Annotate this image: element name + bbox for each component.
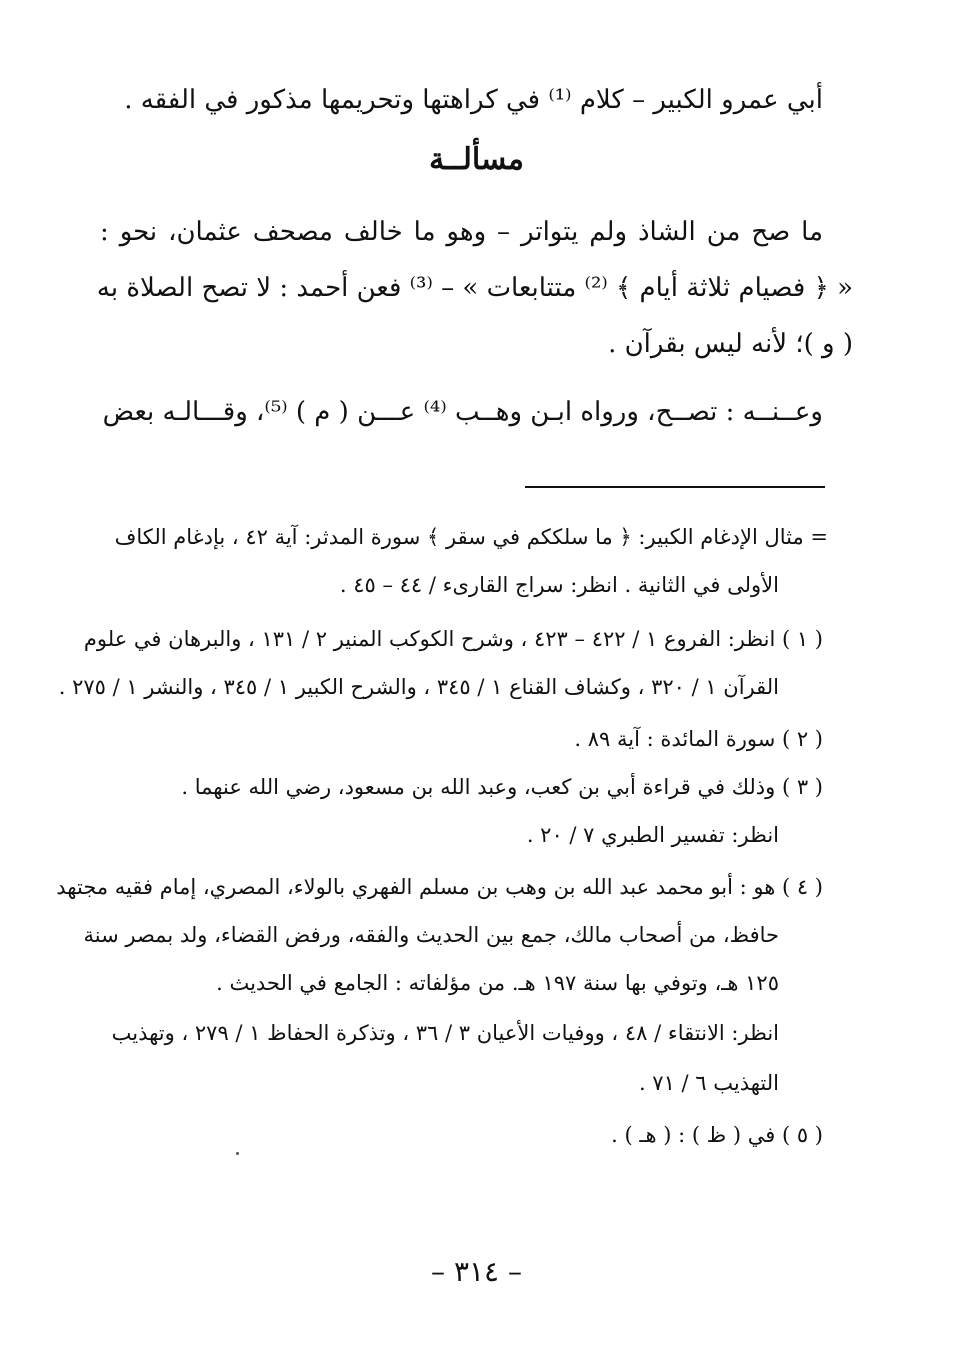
section-heading: مسألــة	[429, 142, 524, 177]
footnote-5-line1: ( ٥ ) في ( ظ ) : ( هـ ) .	[611, 1123, 823, 1147]
footnote-1-line2: القرآن ١ / ٣٢٠ ، وكشاف القناع ١ / ٣٤٥ ، والشرح الكبير ١ / ٣٤٥ ، والنشر ١ / ٢٧٥ .	[58, 675, 779, 699]
scan-speck	[236, 1152, 239, 1155]
paragraph1-line2: « ﴿ فصيام ثلاثة أيام ﴾ ⁽²⁾ متتابعات » – ⁽³⁾ فعن أحمد : لا تصح الصلاة به	[96, 273, 853, 303]
paragraph1-line3: ( و )؛ لأنه ليس بقرآن .	[608, 329, 853, 359]
footnote-4-line5: التهذيب ٦ / ٧١ .	[638, 1071, 779, 1095]
paragraph1-line1: ما صح من الشاذ ولم يتواتر – وهو ما خالف مصحف عثمان، نحو :	[100, 217, 823, 247]
paragraph2-line1: وعــنــه : تصــح، ورواه ابـن وهــب ⁽⁴⁾ عـــن ( م ) ⁽⁵⁾، وقـــالـه بعض	[102, 397, 823, 427]
footnote-3-line2: انظر: تفسير الطبري ٧ / ٢٠ .	[526, 823, 779, 847]
footnote-4-line4: انظر: الانتقاء / ٤٨ ، ووفيات الأعيان ٣ / ٣٦ ، وتذكرة الحفاظ ١ / ٢٧٩ ، وتهذيب	[111, 1021, 779, 1045]
page-number: – ٣١٤ –	[431, 1255, 522, 1288]
footnote-4-line1: ( ٤ ) هو : أبو محمد عبد الله بن وهب بن مسلم الفهري بالولاء، المصري، إمام فقيه مجتهد	[56, 875, 823, 899]
footnote-2-line1: ( ٢ ) سورة المائدة : آية ٨٩ .	[574, 727, 823, 751]
footnote-continuation-line1: = مثال الإدغام الكبير: ﴿ ما سلككم في سقر ﴾ سورة المدثر: آية ٤٢ ، بإدغام الكاف	[114, 525, 828, 549]
footnote-separator	[525, 486, 825, 488]
footnote-3-line1: ( ٣ ) وذلك في قراءة أبي بن كعب، وعبد الله بن مسعود، رضي الله عنهما .	[181, 775, 823, 799]
body-top-line: أبي عمرو الكبير – كلام ⁽¹⁾ في كراهتها وتحريمها مذكور في الفقه .	[124, 85, 823, 115]
footnote-4-line2: حافظ، من أصحاب مالك، جمع بين الحديث والفقه، ورفض القضاء، ولد بمصر سنة	[83, 923, 779, 947]
footnote-4-line3: ١٢٥ هـ، وتوفي بها سنة ١٩٧ هـ. من مؤلفاته : الجامع في الحديث .	[216, 971, 779, 995]
footnote-continuation-line2: الأولى في الثانية . انظر: سراج القارىء / ٤٤ – ٤٥ .	[339, 573, 779, 597]
footnote-1-line1: ( ١ ) انظر: الفروع ١ / ٤٢٢ – ٤٢٣ ، وشرح الكوكب المنير ٢ / ١٣١ ، والبرهان في علوم	[83, 627, 823, 651]
